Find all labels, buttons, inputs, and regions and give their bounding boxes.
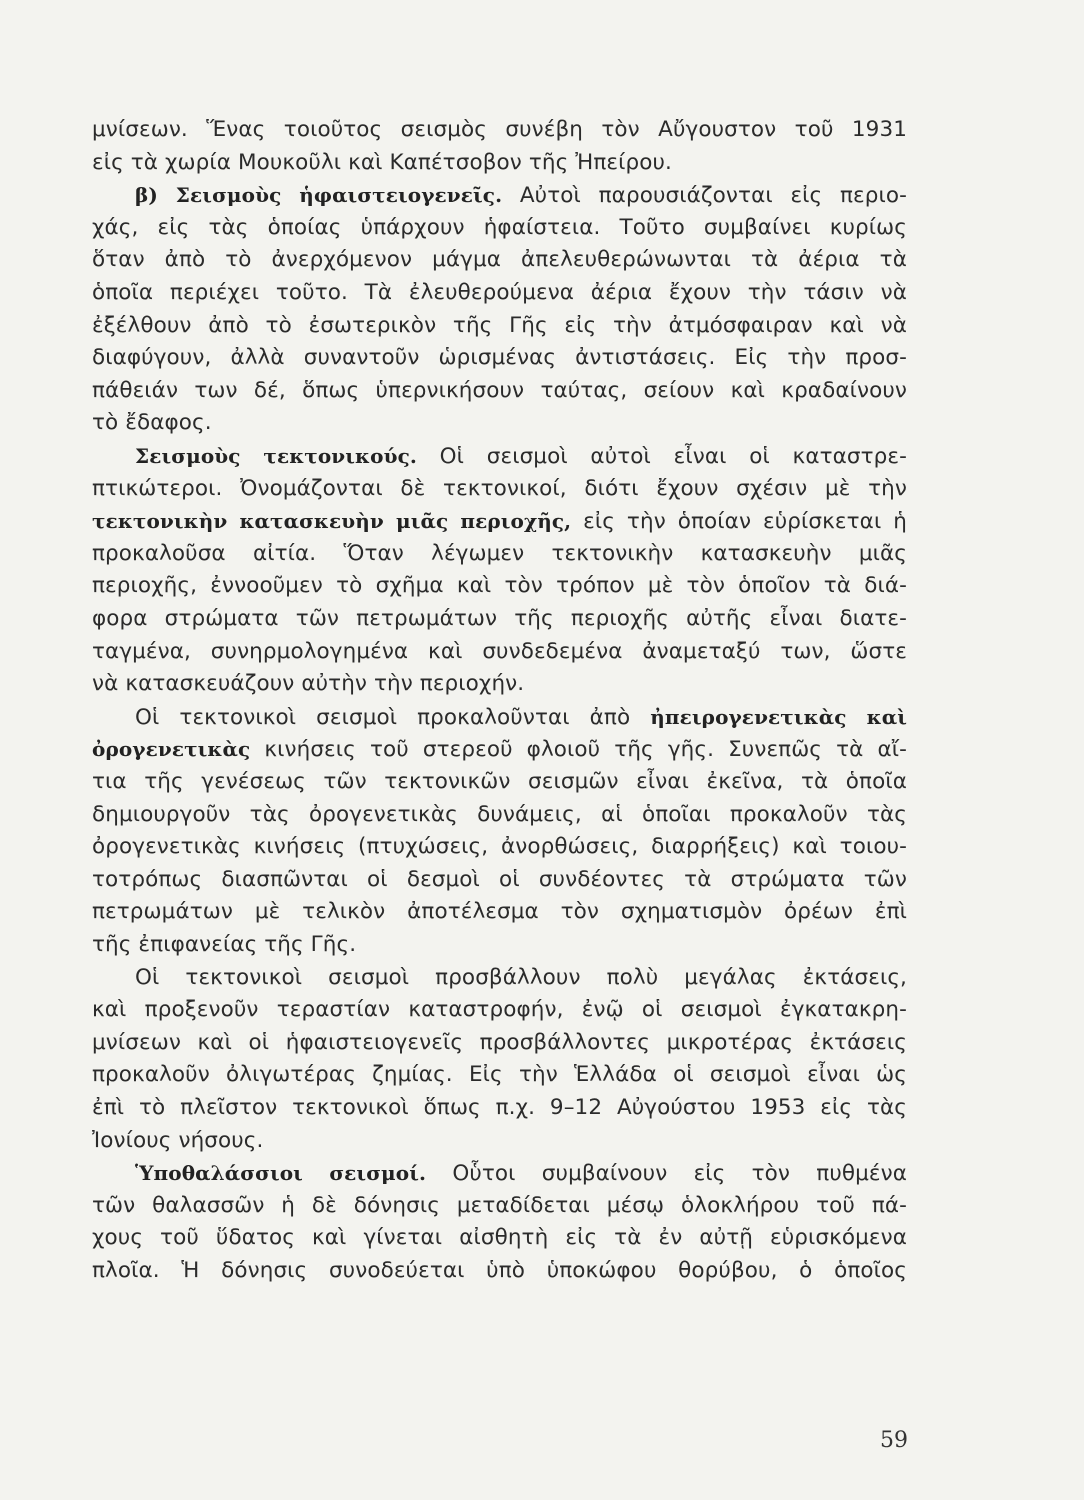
- text-line: [92, 1222, 907, 1254]
- text-line: [92, 505, 907, 537]
- text-line: [92, 636, 907, 668]
- text-line: [92, 473, 907, 505]
- text-run: Οἱ σεισμοὶ αὐτοὶ εἶναι οἱ καταστρε-: [416, 444, 908, 469]
- text-line: [92, 1059, 907, 1091]
- text-run: δημιουργοῦν τὰς ὀρογενετικὰς δυνάμεις, αἱ ὁποῖαι προκαλοῦν τὰς: [92, 801, 907, 827]
- text-line: [92, 342, 907, 374]
- text-line: [92, 570, 907, 602]
- text-run: διαφύγουν, ἀλλὰ συναντοῦν ὡρισμένας ἀντιστάσεις. Εἰς τὴν προσ-: [92, 345, 907, 371]
- text-run: χάς, εἰς τὰς ὁποίας ὑπάρχουν ἡφαίστεια. Τοῦτο συμβαίνει κυρίως: [92, 214, 907, 240]
- text-run: ὀρογενετικὰς κινήσεις (πτυχώσεις, ἀνορθώσεις, διαρρήξεις) καὶ τοιου-: [92, 834, 907, 860]
- text-run: πάθειάν των δέ, ὅπως ὑπερνικήσουν ταύτας, σείουν καὶ κραδαίνουν: [92, 377, 907, 403]
- text-run: πτικώτεροι. Ὀνομάζονται δὲ τεκτονικοί, διότι ἔχουν σχέσιν μὲ τὴν: [92, 475, 907, 501]
- text-run: μνίσεων. Ἕνας τοιοῦτος σεισμὸς συνέβη τὸν Αὔγουστον τοῦ 1931: [92, 117, 907, 142]
- text-line: [92, 831, 907, 863]
- text-line: [92, 994, 907, 1026]
- text-run: πλοῖα. Ἡ δόνησις συνοδεύεται ὑπὸ ὑποκώφου θορύβου, ὁ ὁποῖος: [92, 1258, 907, 1283]
- text-line: [92, 799, 907, 831]
- text-line: [92, 1125, 907, 1157]
- text-line: [92, 668, 907, 700]
- text-line: [92, 896, 907, 928]
- text-line: [92, 244, 907, 276]
- text-line: [92, 1092, 907, 1124]
- text-run: τῶν θαλασσῶν ἡ δὲ δόνησις μεταδίδεται μέσῳ ὁλοκλήρου τοῦ πά-: [92, 1192, 907, 1218]
- text-line: [135, 440, 907, 472]
- text-run: καὶ προξενοῦν τεραστίαν καταστροφήν, ἐνῷ οἱ σεισμοὶ ἐγκατακρη-: [92, 997, 907, 1023]
- bold-heading-run: ὀρογενετικὰς: [92, 737, 251, 762]
- text-run: μνίσεων καὶ οἱ ἡφαιστειογενεῖς προσβάλλοντες μικροτέρας ἐκτάσεις: [92, 1029, 907, 1055]
- text-line: [92, 1190, 907, 1222]
- text-line: [92, 603, 907, 635]
- text-line: [92, 1027, 907, 1059]
- text-line: [135, 1157, 907, 1189]
- text-run: πετρωμάτων μὲ τελικὸν ἀποτέλεσμα τὸν σχηματισμὸν ὀρέων ἐπὶ: [92, 899, 907, 925]
- text-run: προκαλοῦσα αἰτία. Ὅταν λέγωμεν τεκτονικὴν κατασκευὴν μιᾶς: [92, 540, 907, 566]
- text-run: Οἱ τεκτονικοὶ σεισμοὶ προσβάλλουν πολὺ μεγάλας ἐκτάσεις,: [135, 964, 907, 990]
- text-run: Αὐτοὶ παρουσιάζονται εἰς περιο-: [502, 183, 908, 209]
- text-run: Οἱ τεκτονικοὶ σεισμοὶ προκαλοῦνται ἀπὸ: [135, 704, 651, 730]
- text-run: χους τοῦ ὕδατος καὶ γίνεται αἰσθητὴ εἰς τὰ ἐν αὐτῇ εὑρισκόμενα: [92, 1225, 907, 1251]
- text-line: [92, 310, 907, 342]
- bold-heading-run: Ὑποθαλάσσιοι σεισμοί.: [135, 1161, 427, 1186]
- text-run: Οὗτοι συμβαίνουν εἰς τὸν πυθμένα: [426, 1161, 907, 1187]
- text-line: [92, 538, 907, 570]
- text-run: περιοχῆς, ἐννοοῦμεν τὸ σχῆμα καὶ τὸν τρόπον μὲ τὸν ὁποῖον τὰ διά-: [92, 573, 907, 599]
- text-run: ἐξέλθουν ἀπὸ τὸ ἐσωτερικὸν τῆς Γῆς εἰς τὴν ἀτμόσφαιραν καὶ νὰ: [92, 312, 907, 338]
- text-run: Ἰονίους νήσους.: [92, 1127, 264, 1153]
- text-line: [92, 375, 907, 407]
- text-run: τῆς ἐπιφανείας τῆς Γῆς.: [92, 932, 357, 957]
- text-run: νὰ κατασκευάζουν αὐτὴν τὴν περιοχήν.: [92, 671, 525, 697]
- bold-heading-run: ἠπειρογενετικὰς καὶ: [650, 704, 908, 729]
- text-line: [92, 277, 907, 309]
- text-line: [92, 147, 907, 179]
- text-line: [92, 1255, 907, 1287]
- text-line: [92, 114, 907, 146]
- text-line: [92, 407, 907, 439]
- text-run: ὁποῖα περιέχει τοῦτο. Τὰ ἐλευθερούμενα ἀέρια ἔχουν τὴν τάσιν νὰ: [92, 280, 907, 305]
- text-run: φορα στρώματα τῶν πετρωμάτων τῆς περιοχῆς αὐτῆς εἶναι διατε-: [92, 606, 907, 631]
- bold-heading-run: Σεισμοὺς τεκτονικούς.: [135, 444, 417, 468]
- text-run: προκαλοῦν ὀλιγωτέρας ζημίας. Εἰς τὴν Ἑλλάδα οἱ σεισμοὶ εἶναι ὡς: [92, 1062, 907, 1088]
- text-run: τοτρόπως διασπῶνται οἱ δεσμοὶ οἱ συνδέοντες τὰ στρώματα τῶν: [92, 866, 907, 892]
- page-number: 59: [880, 1428, 908, 1453]
- text-line: [135, 701, 907, 733]
- bold-heading-run: β) Σεισμοὺς ἡφαιστειογενεῖς.: [135, 183, 503, 208]
- text-line: [135, 962, 907, 994]
- text-line: [92, 212, 907, 244]
- text-run: εἰς τὰ χωρία Μουκοῦλι καὶ Καπέτσοβον τῆς Ἠπείρου.: [92, 149, 672, 175]
- text-run: τὸ ἔδαφος.: [92, 410, 212, 436]
- text-line: [92, 766, 907, 798]
- text-line: [92, 929, 907, 961]
- text-run: εἰς τὴν ὁποίαν εὑρίσκεται ἡ: [571, 509, 908, 535]
- bold-heading-run: τεκτονικὴν κατασκευὴν μιᾶς περιοχῆς,: [92, 509, 572, 534]
- text-run: κινήσεις τοῦ στερεοῦ φλοιοῦ τῆς γῆς. Συνεπῶς τὰ αἴ-: [250, 737, 907, 763]
- text-run: ἐπὶ τὸ πλεῖστον τεκτονικοὶ ὅπως π.χ. 9–12 Αὐγούστου 1953 εἰς τὰς: [92, 1095, 907, 1120]
- text-run: τια τῆς γενέσεως τῶν τεκτονικῶν σεισμῶν εἶναι ἐκεῖνα, τὰ ὁποῖα: [92, 769, 907, 794]
- text-run: ὅταν ἀπὸ τὸ ἀνερχόμενον μάγμα ἀπελευθερώνωνται τὰ ἀέρια τὰ: [92, 247, 907, 273]
- text-line: [92, 864, 907, 896]
- text-line: [92, 733, 907, 765]
- text-run: ταγμένα, συνηρμολογημένα καὶ συνδεδεμένα ἀναμεταξύ των, ὥστε: [92, 638, 907, 664]
- text-line: [135, 179, 907, 211]
